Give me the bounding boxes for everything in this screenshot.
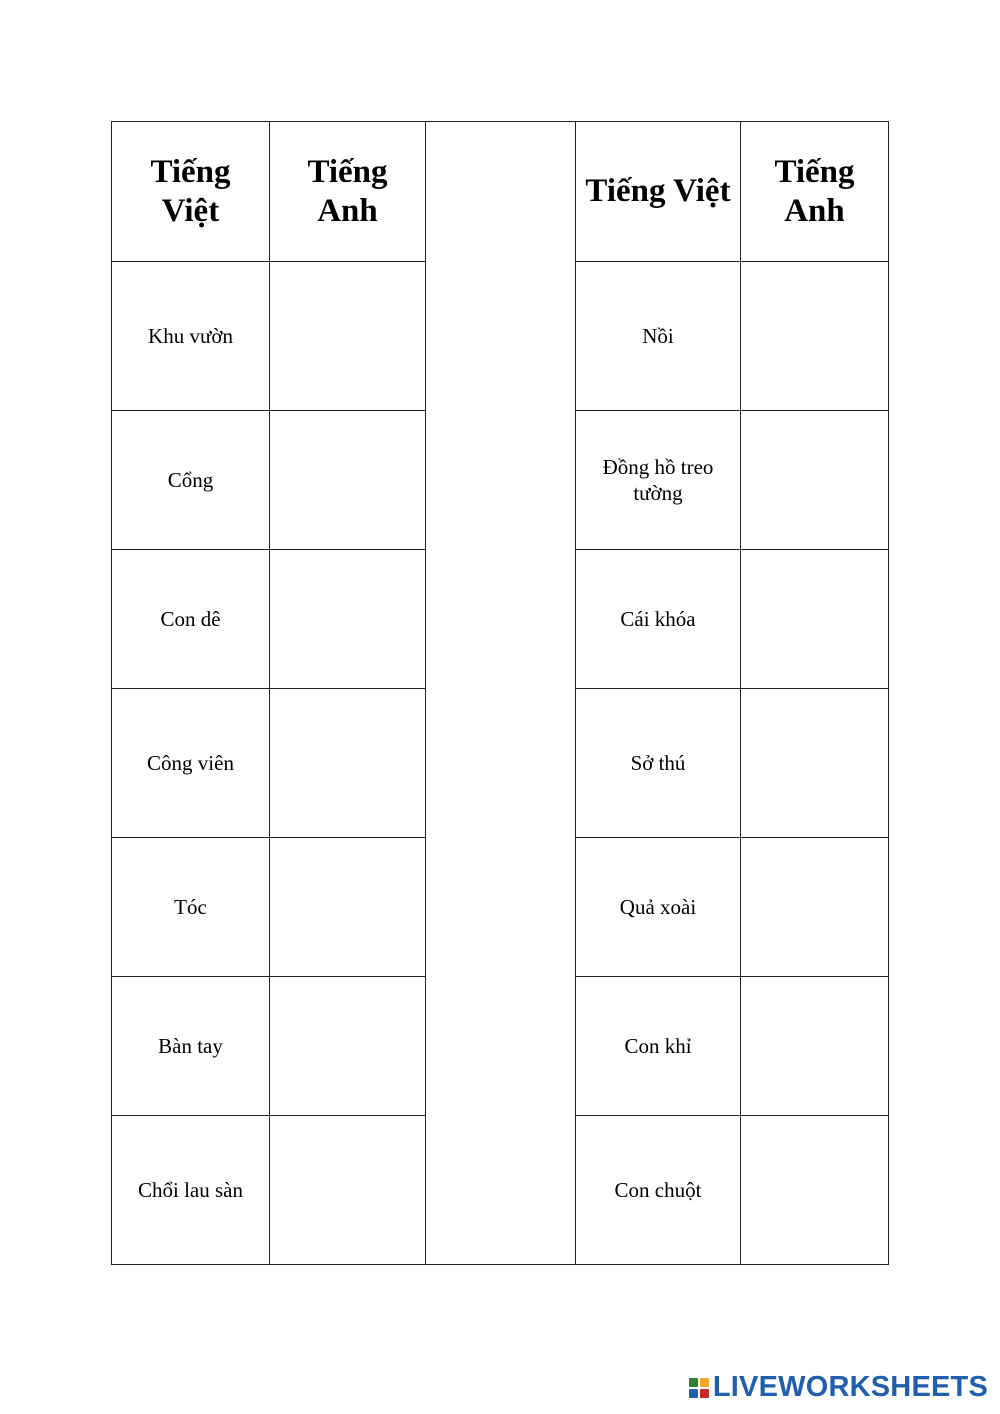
- left-vietnamese-word: Cổng: [112, 411, 270, 550]
- vocabulary-table: [111, 121, 889, 1265]
- right-vietnamese-word: Đồng hồ treo tường: [576, 411, 741, 550]
- right-vietnamese-word: Nồi: [576, 262, 741, 411]
- logo-block: [689, 1378, 698, 1387]
- right-english-answer-cell[interactable]: [741, 1116, 889, 1265]
- left-vietnamese-word: Bàn tay: [112, 977, 270, 1116]
- left-english-answer-cell[interactable]: [270, 689, 426, 838]
- left-english-answer-cell[interactable]: [270, 977, 426, 1116]
- left-vietnamese-word: Con dê: [112, 550, 270, 689]
- header-left-vietnamese: Tiếng Việt: [112, 122, 270, 262]
- left-english-answer-cell[interactable]: [270, 411, 426, 550]
- header-right-vietnamese: Tiếng Việt: [576, 122, 741, 262]
- right-vietnamese-word: Con chuột: [576, 1116, 741, 1265]
- right-vietnamese-word: Cái khóa: [576, 550, 741, 689]
- table-gap-column: [426, 122, 576, 1265]
- liveworksheets-watermark: [689, 1371, 988, 1404]
- left-english-answer-cell[interactable]: [270, 1116, 426, 1265]
- right-english-answer-cell[interactable]: [741, 977, 889, 1116]
- header-left-english: Tiếng Anh: [270, 122, 426, 262]
- right-vietnamese-word: Sở thú: [576, 689, 741, 838]
- left-english-answer-cell[interactable]: [270, 838, 426, 977]
- header-row: [112, 122, 889, 262]
- logo-block: [700, 1389, 709, 1398]
- left-english-answer-cell[interactable]: [270, 550, 426, 689]
- right-english-answer-cell[interactable]: [741, 550, 889, 689]
- left-vietnamese-word: Công viên: [112, 689, 270, 838]
- right-vietnamese-word: Con khỉ: [576, 977, 741, 1116]
- left-vietnamese-word: Tóc: [112, 838, 270, 977]
- liveworksheets-logo-icon: [689, 1378, 709, 1398]
- watermark-text: LIVEWORKSHEETS: [712, 1371, 988, 1403]
- right-english-answer-cell[interactable]: [741, 689, 889, 838]
- left-english-answer-cell[interactable]: [270, 262, 426, 411]
- left-vietnamese-word: Chổi lau sàn: [112, 1116, 270, 1265]
- right-english-answer-cell[interactable]: [741, 411, 889, 550]
- header-right-english: Tiếng Anh: [741, 122, 889, 262]
- right-english-answer-cell[interactable]: [741, 262, 889, 411]
- logo-block: [689, 1389, 698, 1398]
- right-vietnamese-word: Quả xoài: [576, 838, 741, 977]
- right-english-answer-cell[interactable]: [741, 838, 889, 977]
- left-vietnamese-word: Khu vườn: [112, 262, 270, 411]
- logo-block: [700, 1378, 709, 1387]
